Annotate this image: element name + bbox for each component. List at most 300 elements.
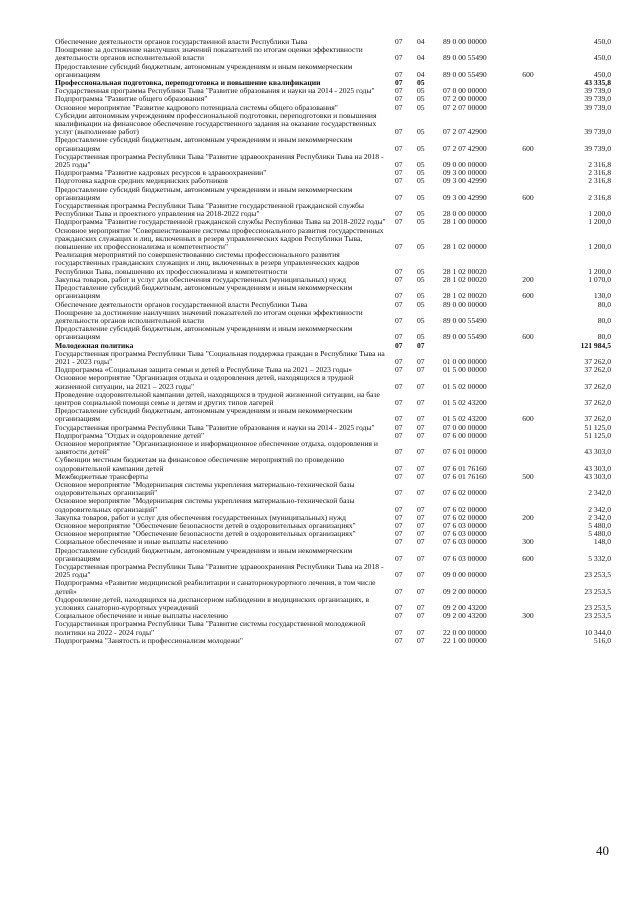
expense-type-code: 600: [522, 332, 534, 342]
subsection-code: 07: [417, 463, 425, 473]
expense-type-code: [513, 620, 543, 636]
item-name: Подготовка кадров средних медицинских работников: [55, 176, 228, 186]
section-code: 07: [395, 127, 403, 137]
target-article-code: 89 0 00 55490: [443, 332, 487, 342]
subsection-code: 07: [417, 430, 425, 440]
expense-type-code: [513, 563, 543, 579]
table-row: [55, 391, 615, 407]
section-code: 07: [395, 463, 403, 473]
amount: 23 253,5: [584, 603, 611, 613]
target-article-code: 01 5 00 00000: [443, 365, 487, 375]
target-article-code: 09 2 00 43200: [443, 603, 487, 613]
expense-type-code: [513, 350, 543, 366]
amount: 1 200,0: [588, 242, 611, 252]
expense-type-code: [513, 596, 543, 612]
subsection-code: 07: [417, 381, 425, 391]
target-article-code: 28 0 00 00000: [443, 209, 487, 219]
item-name: Закупка товаров, работ и услуг для обеспечения государственных (муниципальных) нужд: [55, 512, 346, 522]
amount: 37 262,0: [584, 356, 611, 366]
item-name: Поощрение за достижение наилучших значений показателей по итогам оценки эффективности деятельности органов исполнительной власти: [55, 307, 363, 325]
expense-type-code: [513, 424, 543, 432]
item-name: Предоставление субсидий бюджетным, автономным учреждениям и иным некоммерческим организациям: [55, 61, 353, 79]
table-row: [55, 309, 615, 325]
item-name: Подпрограмма "Отдых и оздоровление детей": [55, 430, 205, 440]
subsection-code: 05: [417, 102, 425, 112]
expense-type-code: [513, 38, 543, 46]
subsection-code: 07: [417, 340, 425, 350]
item-name: Социальное обеспечение и иные выплаты населению: [55, 611, 228, 621]
table-row: [55, 456, 615, 472]
subsection-code: 07: [417, 553, 425, 563]
item-name: Проведение оздоровительной кампании детей, находящихся в трудной жизненной ситуации, на базе центров социальной помощи семье и детям и других типов лагерей: [55, 389, 380, 407]
section-code: 07: [395, 192, 403, 202]
subsection-code: 05: [417, 78, 425, 88]
target-article-code: 07 6 03 00000: [443, 537, 487, 547]
section-code: 07: [395, 340, 403, 350]
item-name: Обеспечение деятельности органов государственной власти Республики Тыва: [55, 37, 308, 46]
expense-type-code: [513, 497, 543, 513]
section-code: 07: [395, 447, 403, 457]
target-article-code: 22 1 00 00000: [443, 635, 487, 645]
target-article-code: 09 0 00 00000: [443, 160, 487, 170]
table-row: [55, 325, 615, 341]
section-code: 07: [395, 603, 403, 613]
target-article-code: 01 5 02 00000: [443, 381, 487, 391]
section-code: 07: [395, 430, 403, 440]
amount: 148,0: [593, 537, 611, 547]
table-row: [55, 46, 615, 62]
subsection-code: 07: [417, 635, 425, 645]
item-name: Субсидии автономным учреждениям профессиональной подготовки, переподготовки и повышения квалификации на финансовое обеспечение государственного задания на оказание государственных услуг (выполнение работ): [55, 110, 377, 137]
item-name: Государственная программа Республики Тыва "Развитие здравоохранения Республики Тыва на 2018 - 2025 годы": [55, 151, 384, 170]
target-article-code: 01 0 00 00000: [443, 356, 487, 366]
target-article-code: 28 1 02 00020: [443, 291, 487, 301]
section-code: 07: [395, 102, 403, 112]
subsection-code: 05: [417, 94, 425, 104]
subsection-code: 04: [417, 69, 425, 79]
section-code: 07: [395, 69, 403, 79]
section-code: 07: [395, 209, 403, 219]
amount: 43 335,8: [584, 78, 611, 88]
subsection-code: 05: [417, 274, 425, 284]
subsection-code: 07: [417, 414, 425, 424]
expense-type-code: [513, 309, 543, 325]
expense-type-code: [513, 522, 543, 530]
table-row: [55, 481, 615, 497]
amount: 80,0: [597, 332, 611, 342]
target-article-code: 07 0 00 00000: [443, 86, 487, 96]
target-article-code: 28 1 02 00020: [443, 266, 487, 276]
table-row: [55, 620, 615, 636]
subsection-code: 05: [417, 291, 425, 301]
section-code: 07: [395, 315, 403, 325]
target-article-code: 07 2 00 00000: [443, 94, 487, 104]
target-article-code: 01 5 02 43200: [443, 397, 487, 407]
target-article-code: 28 1 00 00000: [443, 217, 487, 227]
amount: 43 303,0: [584, 471, 611, 481]
item-name: Государственная программа Республики Тыва "Развитие здравоохранения Республики Тыва на 2018 - 2025 годы": [55, 562, 384, 580]
subsection-code: 05: [417, 143, 425, 153]
target-article-code: 89 0 00 55490: [443, 315, 487, 325]
amount: 39 739,0: [584, 102, 611, 112]
expense-type-code: 200: [522, 512, 534, 522]
item-name: Межбюджетные трансферты: [55, 471, 148, 481]
table-row: [55, 350, 615, 366]
section-code: 07: [395, 94, 403, 104]
subsection-code: 07: [417, 512, 425, 522]
section-code: 07: [395, 274, 403, 284]
expense-type-code: [513, 153, 543, 169]
item-name: Оздоровление детей, находящихся на диспансерном наблюдении в медицинских организациях, в условиях санаторно-курортных учреждений: [55, 594, 370, 613]
item-name: Молодежная политика: [55, 340, 134, 350]
subsection-code: 07: [417, 471, 425, 481]
amount: 1 200,0: [588, 209, 611, 219]
section-code: 07: [395, 635, 403, 645]
item-name: Субвенции местным бюджетам на финансовое обеспечение мероприятий по проведению оздоровительной кампании детей: [55, 455, 345, 473]
amount: 2 342,0: [588, 512, 611, 522]
target-article-code: 89 0 00 00000: [443, 37, 487, 46]
section-code: 07: [395, 53, 403, 63]
item-name: Подпрограмма «Развитие медицинской реабилитации и санаторнокурортного лечения, в том числе детей»: [55, 578, 376, 596]
section-code: 07: [395, 488, 403, 498]
table-row: [55, 153, 615, 169]
item-name: Государственная программа Республики Тыва "Развитие государственной гражданской службы Республики Тыва и проектного управления на 2018-2022 годы": [55, 201, 364, 219]
subsection-code: 07: [417, 397, 425, 407]
item-name: Предоставление субсидий бюджетным, автономным учреждениям и иным некоммерческим организациям: [55, 283, 353, 301]
amount: 43 303,0: [584, 447, 611, 457]
subsection-code: 05: [417, 299, 425, 309]
amount: 5 332,0: [588, 553, 611, 563]
table-row: [55, 112, 615, 137]
expense-type-code: [513, 301, 543, 309]
table-row: [55, 497, 615, 513]
expense-type-code: 600: [522, 414, 534, 424]
subsection-code: 05: [417, 192, 425, 202]
budget-table-body: [55, 38, 615, 645]
item-name: Основное мероприятие "Совершенствование системы профессионального развития государственных гражданских служащих и лиц, включенных в резерв управленческих кадров Республики Тыва, повышение их профессионализма и компетентности": [55, 225, 384, 252]
target-article-code: 07 6 00 00000: [443, 430, 487, 440]
expense-type-code: [513, 432, 543, 440]
subsection-code: 07: [417, 603, 425, 613]
target-article-code: 89 0 00 55490: [443, 69, 487, 79]
target-article-code: 07 0 00 00000: [443, 422, 487, 432]
section-code: 07: [395, 611, 403, 621]
amount: 5 480,0: [588, 529, 611, 539]
expense-type-code: 600: [522, 69, 534, 79]
expense-type-code: [513, 218, 543, 226]
section-code: 07: [395, 381, 403, 391]
amount: 1 200,0: [588, 217, 611, 227]
subsection-code: 07: [417, 537, 425, 547]
target-article-code: 09 3 00 00000: [443, 168, 487, 178]
amount: 39 739,0: [584, 86, 611, 96]
expense-type-code: [513, 391, 543, 407]
amount: 51 125,0: [584, 422, 611, 432]
target-article-code: 07 2 07 00000: [443, 102, 487, 112]
target-article-code: 07 2 07 42900: [443, 127, 487, 137]
table-row: [55, 579, 615, 595]
target-article-code: 09 3 00 42990: [443, 192, 487, 202]
subsection-code: 05: [417, 168, 425, 178]
subsection-code: 07: [417, 627, 425, 637]
expense-type-code: [513, 169, 543, 177]
table-row: [55, 637, 615, 645]
table-row: [55, 136, 615, 152]
section-code: 07: [395, 332, 403, 342]
section-code: 07: [395, 422, 403, 432]
target-article-code: 01 5 02 43200: [443, 414, 487, 424]
section-code: 07: [395, 299, 403, 309]
amount: 43 303,0: [584, 463, 611, 473]
budget-table-container: [55, 38, 615, 645]
expense-type-code: 600: [522, 291, 534, 301]
amount: 37 262,0: [584, 414, 611, 424]
item-name: Основное мероприятие "Модернизация системы укрепления материально-технической базы оздоровительных организаций": [55, 479, 355, 498]
amount: 80,0: [597, 299, 611, 309]
section-code: 07: [395, 160, 403, 170]
expense-type-code: [513, 202, 543, 218]
subsection-code: 07: [417, 488, 425, 498]
table-row: [55, 251, 615, 276]
section-code: 07: [395, 217, 403, 227]
item-name: Предоставление субсидий бюджетным, автономным учреждениям и иным некоммерческим организациям: [55, 324, 353, 342]
table-row: [55, 407, 615, 423]
item-name: Основное мероприятие "Развитие кадрового потенциала системы общего образования": [55, 102, 338, 112]
expense-type-code: 600: [522, 143, 534, 153]
section-code: 07: [395, 586, 403, 596]
item-name: Подпрограмма "Развитие общего образования": [55, 94, 208, 104]
amount: 23 253,5: [584, 611, 611, 621]
expense-type-code: 200: [522, 274, 534, 284]
item-name: Основное мероприятие "Обеспечение безопасности детей в оздоровительных организациях": [55, 520, 356, 530]
expense-type-code: [513, 46, 543, 62]
section-code: 07: [395, 168, 403, 178]
section-code: 07: [395, 291, 403, 301]
item-name: Предоставление субсидий бюджетным, автономным учреждениям и иным некоммерческим организациям: [55, 406, 353, 424]
target-article-code: 07 6 01 00000: [443, 447, 487, 457]
page-number: 40: [596, 843, 609, 858]
subsection-code: 05: [417, 242, 425, 252]
amount: 23 253,5: [584, 586, 611, 596]
amount: 516,0: [593, 635, 611, 645]
subsection-code: 07: [417, 570, 425, 580]
expense-type-code: [513, 342, 543, 350]
subsection-code: 05: [417, 266, 425, 276]
section-code: 07: [395, 86, 403, 96]
item-name: Реализация мероприятий по совершенствованию системы профессионального развития государственных гражданских служащих и лиц, включенных в резерв управленческих кадров Республики Тыва, повышению их профессионализма и компетентности: [55, 250, 360, 276]
amount: 450,0: [593, 53, 611, 63]
item-name: Государственная программа Республики Тыва "Развитие системы государственной молодежной политики на 2022 - 2024 годы": [55, 619, 366, 637]
section-code: 07: [395, 570, 403, 580]
target-article-code: 09 0 00 00000: [443, 570, 487, 580]
subsection-code: 05: [417, 332, 425, 342]
item-name: Основное мероприятие "Модернизация системы укрепления материально-технической базы оздоровительных организаций": [55, 496, 355, 514]
target-article-code: [437, 342, 513, 350]
section-code: 07: [395, 537, 403, 547]
amount: 39 739,0: [584, 127, 611, 137]
section-code: 07: [395, 242, 403, 252]
subsection-code: 05: [417, 160, 425, 170]
expense-type-code: [513, 456, 543, 472]
amount: 121 984,5: [580, 340, 611, 350]
subsection-code: 07: [417, 422, 425, 432]
amount: 130,0: [593, 291, 611, 301]
section-code: 07: [395, 176, 403, 186]
amount: 2 316,8: [588, 192, 611, 202]
amount: 37 262,0: [584, 397, 611, 407]
expense-type-code: [513, 374, 543, 390]
target-article-code: 09 3 00 42990: [443, 176, 487, 186]
target-article-code: 28 1 02 00000: [443, 242, 487, 252]
target-article-code: 07 6 02 00000: [443, 488, 487, 498]
expense-type-code: [513, 104, 543, 112]
item-name: Подпрограмма "Занятость и профессионализм молодежи": [55, 635, 243, 645]
expense-type-code: [513, 79, 543, 87]
subsection-code: 05: [417, 86, 425, 96]
table-row: [55, 227, 615, 252]
table-row: [55, 440, 615, 456]
amount: 2 316,8: [588, 160, 611, 170]
target-article-code: 09 2 00 43200: [443, 611, 487, 621]
item-name: Основное мероприятие "Организационное и информационное обеспечение отдыха, оздоровления и занятости детей": [55, 438, 378, 457]
section-code: 07: [395, 471, 403, 481]
target-article-code: 89 0 00 55490: [443, 53, 487, 63]
amount: 39 739,0: [584, 94, 611, 104]
section-code: 07: [395, 78, 403, 88]
expense-type-code: [513, 579, 543, 595]
expense-type-code: [513, 227, 543, 252]
subsection-code: 07: [417, 356, 425, 366]
subsection-code: 07: [417, 520, 425, 530]
expense-type-code: 300: [522, 537, 534, 547]
section-code: 07: [395, 520, 403, 530]
expense-type-code: [513, 251, 543, 276]
item-name: Обеспечение деятельности органов государственной власти Республики Тыва: [55, 299, 308, 309]
target-article-code: 07 6 02 00000: [443, 504, 487, 514]
expense-type-code: 500: [522, 471, 534, 481]
subsection-code: 05: [417, 217, 425, 227]
amount: 37 262,0: [584, 365, 611, 375]
amount: 2 316,8: [588, 168, 611, 178]
expense-type-code: [513, 366, 543, 374]
subsection-code: 07: [417, 586, 425, 596]
budget-table: [55, 38, 615, 645]
subsection-code: 04: [417, 37, 425, 46]
amount: 37 262,0: [584, 381, 611, 391]
amount: 1 070,0: [588, 274, 611, 284]
item-name: Государственная программа Республики Тыва "Социальная поддержка граждан в Республике Тыва на 2021 - 2023 годы": [55, 348, 385, 366]
item-name: Предоставление субсидий бюджетным, автономным учреждениям и иным некоммерческим организациям: [55, 545, 353, 563]
target-article-code: 07 6 01 76160: [443, 471, 487, 481]
expense-type-code: 600: [522, 192, 534, 202]
target-article-code: 07 6 01 76160: [443, 463, 487, 473]
table-row: [55, 284, 615, 300]
subsection-code: 05: [417, 176, 425, 186]
target-article-code: 07 2 07 42900: [443, 143, 487, 153]
subsection-code: 07: [417, 365, 425, 375]
target-article-code: 28 1 02 00020: [443, 274, 487, 284]
subsection-code: 05: [417, 315, 425, 325]
section-code: 07: [395, 512, 403, 522]
subsection-code: 07: [417, 504, 425, 514]
section-code: 07: [395, 414, 403, 424]
item-name: Государственная программа Республики Тыва "Развитие образования и науки на 2014 - 2025 годы": [55, 422, 375, 432]
table-row: [55, 563, 615, 579]
amount: 23 253,5: [584, 570, 611, 580]
amount: 39 739,0: [584, 143, 611, 153]
amount: 450,0: [593, 69, 611, 79]
section-code: 07: [395, 553, 403, 563]
expense-type-code: [513, 177, 543, 185]
table-row: [55, 186, 615, 202]
subsection-code: 07: [417, 529, 425, 539]
section-code: 07: [395, 37, 403, 46]
target-article-code: 07 6 03 00000: [443, 529, 487, 539]
amount: 2 342,0: [588, 488, 611, 498]
subsection-code: 05: [417, 127, 425, 137]
table-row: [55, 374, 615, 390]
subsection-code: 04: [417, 53, 425, 63]
item-name: Основное мероприятие "Организация отдыха и оздоровления детей, находящихся в трудной жизненной ситуации, на 2021 – 2023 годы": [55, 373, 354, 391]
table-row: [55, 63, 615, 79]
item-name: Предоставление субсидий бюджетным, автономным учреждениям и иным некоммерческим организациям: [55, 184, 353, 202]
amount: 2 342,0: [588, 504, 611, 514]
amount: 51 125,0: [584, 430, 611, 440]
section-code: 07: [395, 397, 403, 407]
section-code: 07: [395, 529, 403, 539]
item-name: Государственная программа Республики Тыва "Развитие образования и науки на 2014 - 2025 годы": [55, 86, 375, 96]
item-name: Подпрограмма «Социальная защита семьи и детей в Республике Тыва на 2021 – 2023 годы»: [55, 365, 353, 375]
expense-type-code: 300: [522, 611, 534, 621]
item-name: Поощрение за достижение наилучших значений показателей по итогам оценки эффективности деятельности органов исполнительной власти: [55, 45, 363, 63]
amount: 2 316,8: [588, 176, 611, 186]
amount: 1 200,0: [588, 266, 611, 276]
section-code: 07: [395, 266, 403, 276]
target-article-code: 07 6 03 00000: [443, 520, 487, 530]
table-row: [55, 547, 615, 563]
section-code: 07: [395, 143, 403, 153]
subsection-code: 07: [417, 611, 425, 621]
subsection-code: 05: [417, 209, 425, 219]
expense-type-code: 600: [522, 553, 534, 563]
item-name: Закупка товаров, работ и услуг для обеспечения государственных (муниципальных) нужд: [55, 274, 346, 284]
expense-type-code: [513, 440, 543, 456]
amount: 5 480,0: [588, 520, 611, 530]
amount: 80,0: [597, 315, 611, 325]
item-name: Подпрограмма "Развитие государственной гражданской службы Республики Тыва на 2018-2022 годы": [55, 217, 386, 227]
expense-type-code: [513, 95, 543, 103]
target-article-code: 07 6 03 00000: [443, 553, 487, 563]
section-code: 07: [395, 504, 403, 514]
target-article-code: 07 6 02 00000: [443, 512, 487, 522]
table-row: [55, 596, 615, 612]
section-code: 07: [395, 627, 403, 637]
target-article-code: 89 0 00 00000: [443, 299, 487, 309]
expense-type-code: [513, 87, 543, 95]
expense-type-code: [513, 481, 543, 497]
item-name: Основное мероприятие "Обеспечение безопасности детей в оздоровительных организациях": [55, 529, 356, 539]
item-name: Профессиональная подготовка, переподготовка и повышение квалификации: [55, 78, 321, 88]
expense-type-code: [513, 112, 543, 137]
item-name: Предоставление субсидий бюджетным, автономным учреждениям и иным некоммерческим организациям: [55, 135, 353, 153]
expense-type-code: [513, 637, 543, 645]
subsection-code: 07: [417, 447, 425, 457]
target-article-code: 22 0 00 00000: [443, 627, 487, 637]
table-row: [55, 202, 615, 218]
amount: 450,0: [593, 37, 611, 46]
amount: 10 344,0: [584, 627, 611, 637]
item-name: Социальное обеспечение и иные выплаты населению: [55, 537, 228, 547]
